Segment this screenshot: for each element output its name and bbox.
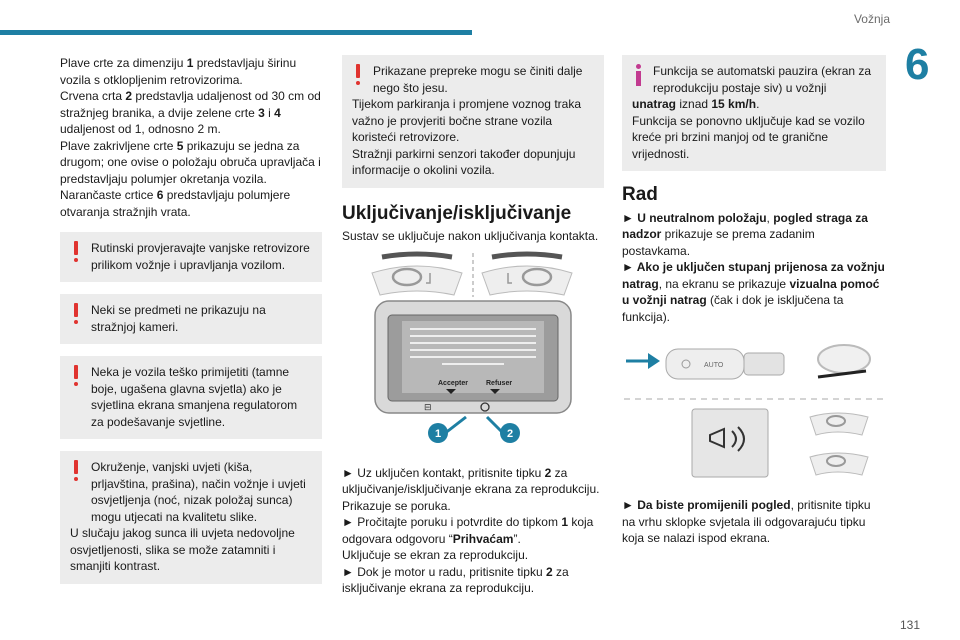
column-2 [342,55,604,597]
svg-text:1: 1 [434,427,442,440]
warning-box: Okruženje, vanjski uvjeti (kiša, prljavština, prašina), način vožnje i uvjeti osvjetljenja (noć, nizak položaj sunca) mogu utjecati na kvalitetu slike. U slučaju jakog sunca ili uvjeta nedovoljne osvjetljenosti, slika se može zatamniti i smanjiti kontrast. [60,451,322,584]
camera-button-icon [692,409,768,477]
section-heading-operation: Rad [622,184,658,205]
operation-text: ► U neutralnom položaju, pogled straga za nadzor prikazuje se prema zadanim postavkama. ► Ako je uključen stupanj prijenosa za vožnju natrag, na ekranu se prikazuje vizualna pomoć u vožnji natrag (čak i dok je isključena ta funkcija). [622,210,885,324]
info-box: Funkcija se automatski pauzira (ekran za reprodukciju postaje siv) u vožnji unatrag iznad 15 km/h. Funkcija se ponovno uključuje kad se vozilo kreće pri brzini manjoj od te granične vrijednosti. [622,55,886,171]
warning-icon [73,303,79,325]
light-stalk-figure [622,339,886,487]
mirror-left-icon [372,254,462,295]
display-unit [375,301,571,413]
intro-text: Sustav se uključuje nakon uključivanja kontakta. [342,229,599,243]
chapter-number: 6 [905,40,930,89]
screen-illustration [342,251,604,451]
page-number: 131 [899,618,920,632]
warning-box: Neki se predmeti ne prikazuju na stražnjoj kameri. [60,294,322,344]
section-heading-on-off: Uključivanje/isključivanje [342,202,572,224]
warning-box: Rutinski provjeravajte vanjske retrovizore prilikom vožnje i upravljanja vozilom. [60,232,322,282]
warning-icon [355,64,361,86]
warning-box: Neka je vozila teško primijetiti (tamne boje, ugašena glavna svjetla) ako je svjetlina ekrana smanjena regulatorom za podešavanje svjetline. [60,356,322,439]
screen-refuse-label: Refuser [486,379,513,387]
info-icon [635,64,643,86]
column-3 [622,55,886,547]
warning-icon [73,365,79,387]
change-view-text: ► Da biste promijenili pogled, pritisnite tipku na vrhu sklopke svjetala ili odgovarajuću tipku koja se nalazi ispod ekrana. [622,498,871,545]
warning-icon [73,241,79,263]
warning-icon [73,460,79,482]
paragraph-dimension-lines: Plave crte za dimenziju 1 predstavljaju širinu vozila s otklopljenim retrovizorima. Crvena crta 2 predstavlja udaljenost od 30 cm od stražnjeg branika, a dvije zelene crte 3 i 4 udaljenost od 1, odnosno 2 m. Plave zakrivljene crte 5 prikazuju se jedna za drugom; one ovise o položaju obruča upravljača i predstavljaju polumjer okretanja vozila. Narančaste crtice 6 predstavljaju polumjere otvaranja stražnjih vrata. [60,56,321,219]
infotainment-screen-figure [342,251,604,451]
mirror-right-icon [482,254,572,295]
mirror-view-icons [810,413,868,475]
svg-text:2: 2 [506,427,514,440]
svg-text:AUTO: AUTO [704,362,724,369]
callout-2 [487,417,520,443]
steps-text: ► Uz uključen kontakt, pritisnite tipku 2 za uključivanje/isključivanje ekrana za reprodukciju. Prikazuje se poruka. ► Pročitajte poruku i potvrdite do tipkom 1 koja odgovara odgovoru “Prihvaćam”. Uključuje se ekran za reprodukciju. ► Dok je motor u radu, pritisnite tipku 2 za isključivanje ekrana za reprodukciju. [342,465,600,595]
callout-1 [428,417,466,443]
header-accent-bar [0,30,472,35]
steering-wheel-icon [818,345,870,377]
stalk-illustration [622,339,886,487]
screen-accept-label: Accepter [438,379,468,387]
chapter-title: Vožnja [853,12,890,26]
arrow-icon [626,353,660,369]
light-stalk-icon [666,349,784,379]
svg-text:⊟: ⊟ [424,402,432,413]
warning-box: Prikazane prepreke mogu se činiti dalje nego što jesu. Tijekom parkiranja i promjene voznog traka važno je provjeriti bočne strane vozila koristeći retrovizore. Stražnji parkirni senzori također dopunjuju informacije o okolini vozila. [342,55,604,188]
column-1 [60,55,322,584]
